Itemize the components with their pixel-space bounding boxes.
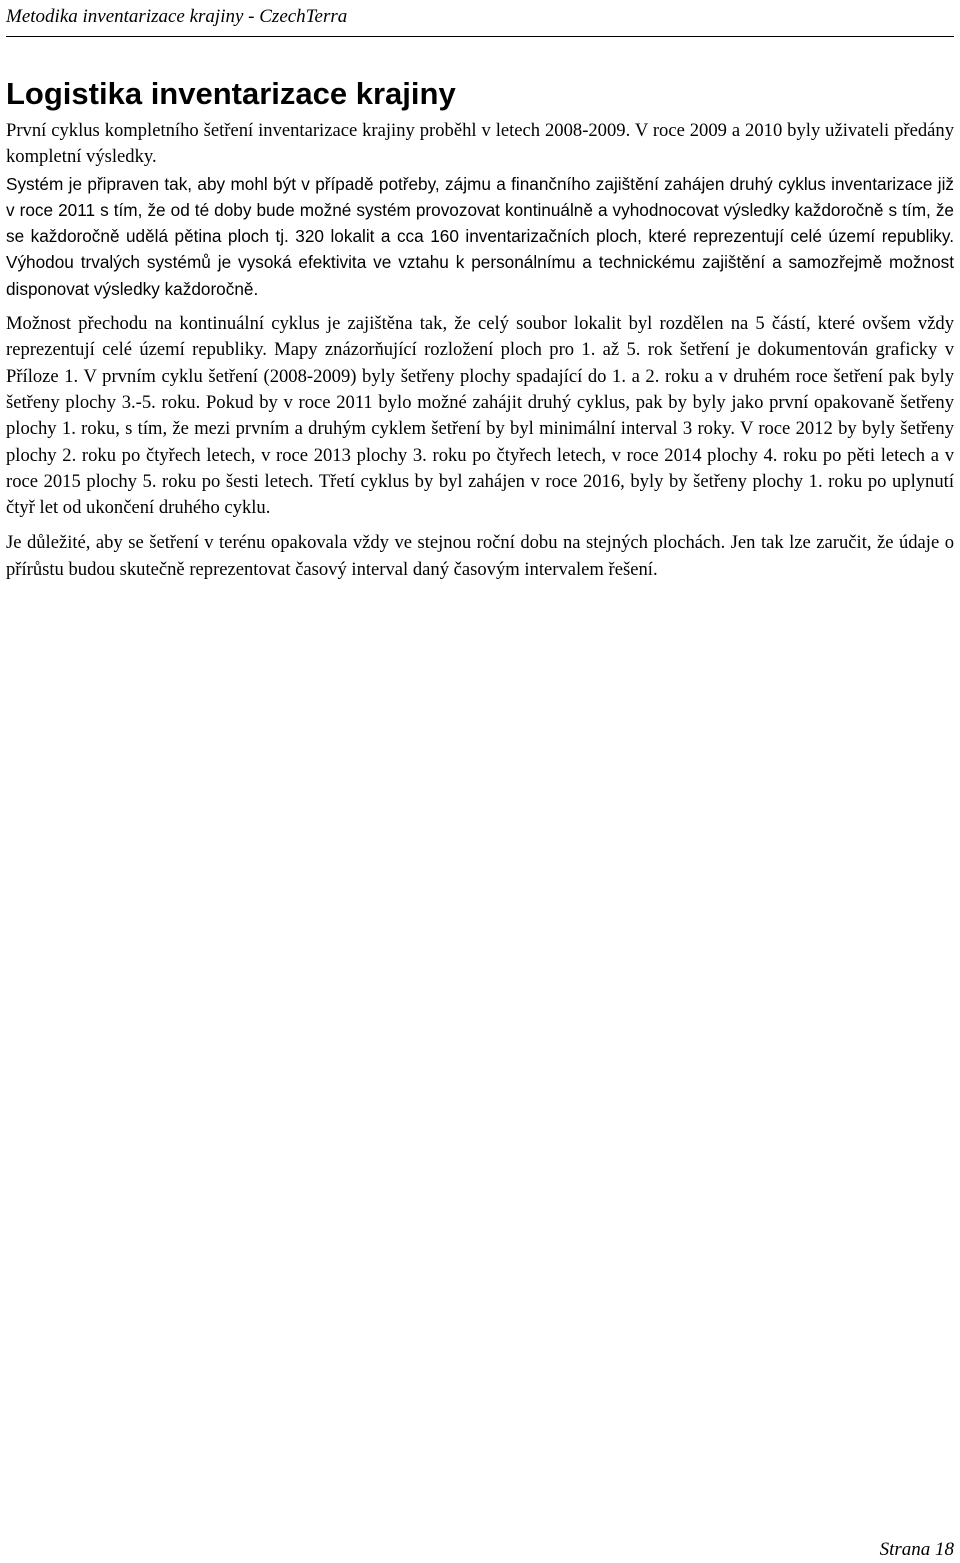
paragraph-continuous-cycle: Možnost přechodu na kontinuální cyklus je zajištěna tak, že celý soubor lokalit byl rozdělen na 5 částí, které ovšem vždy reprezentují celé území republiky. Mapy znázorňující rozložení ploch pro 1. až 5. rok šetření je dokumentován graficky v Příloze 1. V prvním cyklu šetření (2008-2009) byly šetřeny plochy spadající do 1. a 2. roku a v druhém roce šetření pak byly šetřeny plochy 3.-5. roku. Pokud by v roce 2011 bylo možné zahájit druhý cyklus, pak by byly jako první opakovaně šetřeny plochy 1. roku, s tím, že mezi prvním a druhým cyklem šetření by byl minimální interval 3 roky. V roce 2012 by byly šetřeny plochy 2. roku po čtyřech letech, v roce 2013 plochy 3. roku po čtyřech letech, v roce 2014 plochy 4. roku po pěti letech a v roce 2015 plochy 5. roku po šesti letech. Třetí cyklus by byl zahájen v roce 2016, byly by šetřeny plochy 1. roku po uplynutí čtyř let od ukončení druhého cyklu. xyxy=(6,313,954,519)
page-number: Strana 18 xyxy=(879,1539,954,1560)
page-header xyxy=(6,0,954,37)
paragraph-system-readiness: Systém je připraven tak, aby mohl být v případě potřeby, zájmu a finančního zajištění zahájen druhý cyklus inventarizace již v roce 2011 s tím, že od té doby bude možné systém provozovat kontinuálně a vyhodnocovat výsledky každoročně s tím, že se každoročně udělá pětina ploch tj. 320 lokalit a cca 160 inventarizačních ploch, které reprezentují celé území republiky. Výhodou trvalých systémů je vysoká efektivita ve vztahu k personálnímu a technickému zajištění a samozřejmě možnost disponovat výsledky každoročně. xyxy=(6,173,954,299)
running-title: Metodika inventarizace krajiny - CzechTerra xyxy=(6,6,348,27)
paragraph-survey-timing: Je důležité, aby se šetření v terénu opakovala vždy ve stejnou roční dobu na stejných plochách. Jen tak lze zaručit, že údaje o přírůstu budou skutečně reprezentovat časový interval daný časovým intervalem řešení. xyxy=(6,532,954,580)
paragraph-first-cycle: První cyklus kompletního šetření inventarizace krajiny proběhl v letech 2008-2009. V roce 2009 a 2010 byly uživateli předány kompletní výsledky. xyxy=(6,120,954,168)
body-text xyxy=(6,118,954,592)
section-title: Logistika inventarizace krajiny xyxy=(6,76,456,111)
